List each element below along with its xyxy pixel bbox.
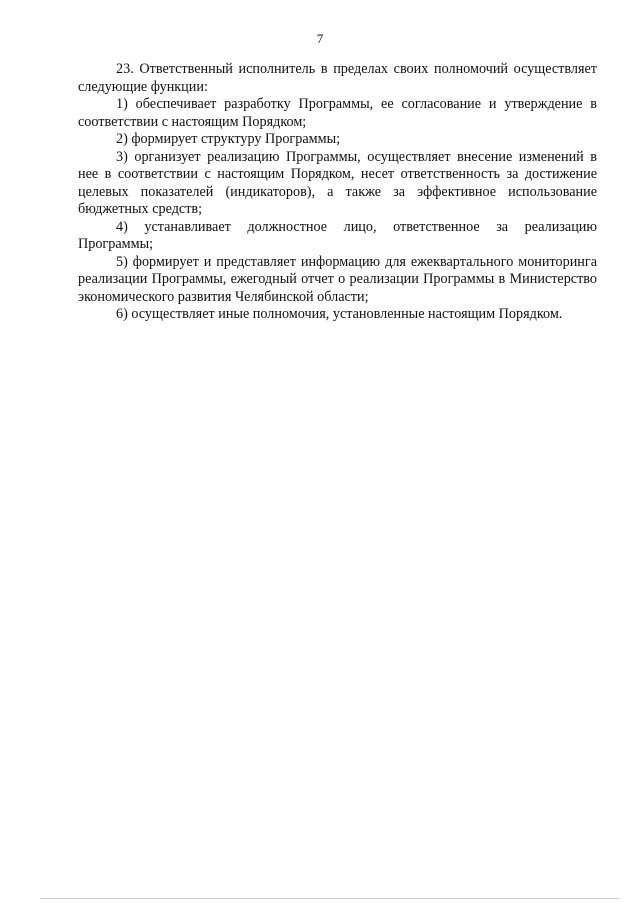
paragraph-item-6: 6) осуществляет иные полномочия, установленные настоящим Порядком. [116,306,563,322]
paragraph-item-2: 2) формирует структуру Программы; [116,131,341,147]
paragraph-clause-23: 23. Ответственный исполнитель в пределах своих полномочий осуществляет следующие функции: [78,61,597,95]
paragraph-item-4: 4) устанавливает должностное лицо, ответственное за реализацию Программы; [78,218,597,252]
paragraph-item-1: 1) обеспечивает разработку Программы, ее согласование и утверждение в соответствии с настоящим Порядком; [78,96,597,130]
paragraph-item-3: 3) организует реализацию Программы, осуществляет внесение изменений в нее в соответствии с настоящим Порядком, несет ответственность за достижение целевых показателей (индикаторов), а также за эффективное использование бюджетных средств; [78,148,597,217]
document-body [78,61,597,324]
page-bottom-edge [40,898,620,899]
page-number: 7 [316,31,324,46]
paragraph-item-5: 5) формирует и представляет информацию для ежеквартального мониторинга реализации Программы, ежегодный отчет о реализации Программы в Министерство экономического развития Челябинской области; [78,253,597,305]
